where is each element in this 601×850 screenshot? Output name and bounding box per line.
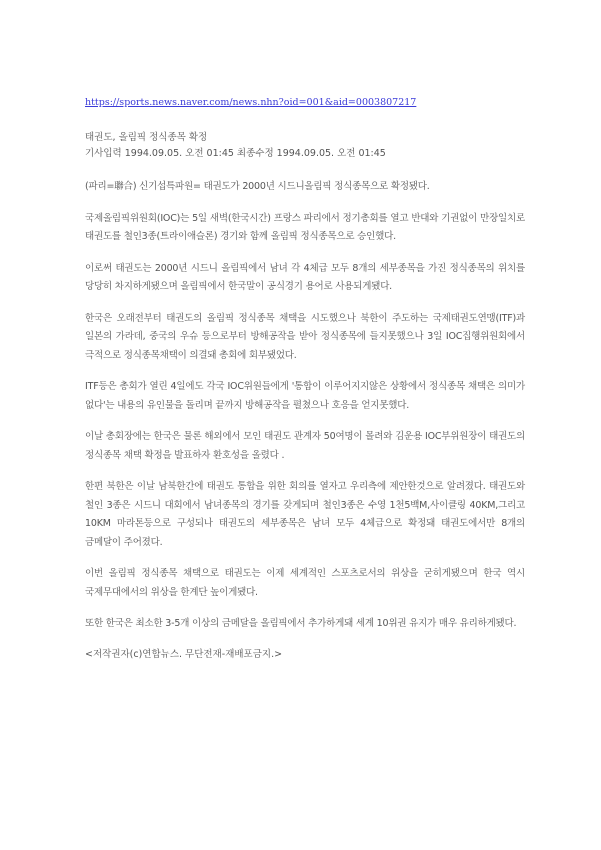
- paragraph-3: 이로써 태권도는 2000년 시드니 올림픽에서 남녀 각 4체급 모두 8개의 세부종목을 가진 정식종목의 위치를 당당히 차지하게됐으며 올림픽에서 한국말이 공식경기 용어로 사용되게됐다.: [85, 262, 525, 292]
- paragraph-7: 한편 북한은 이날 남북한간에 태권도 통합을 위한 회의를 열자고 우리측에 제안한것으로 알려졌다. 태권도와 철인 3종은 시드니 대회에서 남녀종목의 경기를 갖게되며 철인3종은 수영 1천5백M,사이클링 40KM,그리고 10KM 마라톤등으로 구성되나 태권도의 세부종목은 남녀 모두 4체급으로 확정돼 태권도에서만 8개의 금메달이 주어졌다.: [85, 481, 525, 548]
- paragraph-6: 이날 총회장에는 한국은 물론 해외에서 모인 태권도 관계자 50여명이 몰려와 김운용 IOC부위원장이 태권도의 정식종목 채택 확정을 발표하자 환호성을 올렸다 .: [85, 431, 525, 461]
- paragraph-2: 국제올림픽위원회(IOC)는 5일 새벽(한국시간) 프랑스 파리에서 정기총회를 열고 반대와 기권없이 만장일치로 태권도를 철인3종(트라이애슬론) 경기와 함께 올림픽 정식종목으로 승인했다.: [85, 212, 525, 242]
- article-title: 태권도, 올림픽 정식종목 확정: [85, 132, 208, 143]
- article-meta: 기사입력 1994.09.05. 오전 01:45 최종수정 1994.09.05. 오전 01:45: [85, 148, 386, 159]
- paragraph-4: 한국은 오래전부터 태권도의 올림픽 정식종목 채택을 시도했으나 북한이 주도하는 국제태권도연맹(ITF)과 일본의 가라데, 중국의 우슈 등으로부터 방해공작을 받아 정식종목에 들지못했으나 3일 IOC집행위원회에서 극적으로 정식종목채택이 의결돼 총회에 회부됐었다.: [85, 312, 525, 361]
- paragraph-1: (파리=聯合) 신기섭특파원= 태권도가 2000년 시드니올림픽 정식종목으로 확정됐다.: [85, 181, 430, 192]
- copyright-notice: <저작권자(c)연합뉴스. 무단전재-재배포금지.>: [85, 648, 283, 660]
- article-url-link[interactable]: https://sports.news.naver.com/news.nhn?oid=001&aid=0003807217: [85, 97, 417, 108]
- paragraph-5: ITF등은 총회가 열린 4일에도 각국 IOC위원들에게 '통합이 이루어지지않은 상황에서 정식종목 채택은 의미가 없다'는 내용의 유인물을 돌리며 끝까지 방해공작을 펼쳤으나 호응을 얻지못했다.: [85, 381, 525, 411]
- paragraph-9: 또한 한국은 최소한 3-5개 이상의 금메달을 올림픽에서 추가하게돼 세계 10위권 유지가 매우 유리하게됐다.: [85, 618, 517, 629]
- article-page: [85, 96, 525, 663]
- paragraph-8: 이번 올림픽 정식종목 채택으로 태권도는 이제 세계적인 스포츠로서의 위상을 굳히게됐으며 한국 역시 국제무대에서의 위상을 한계단 높이게됐다.: [85, 568, 525, 598]
